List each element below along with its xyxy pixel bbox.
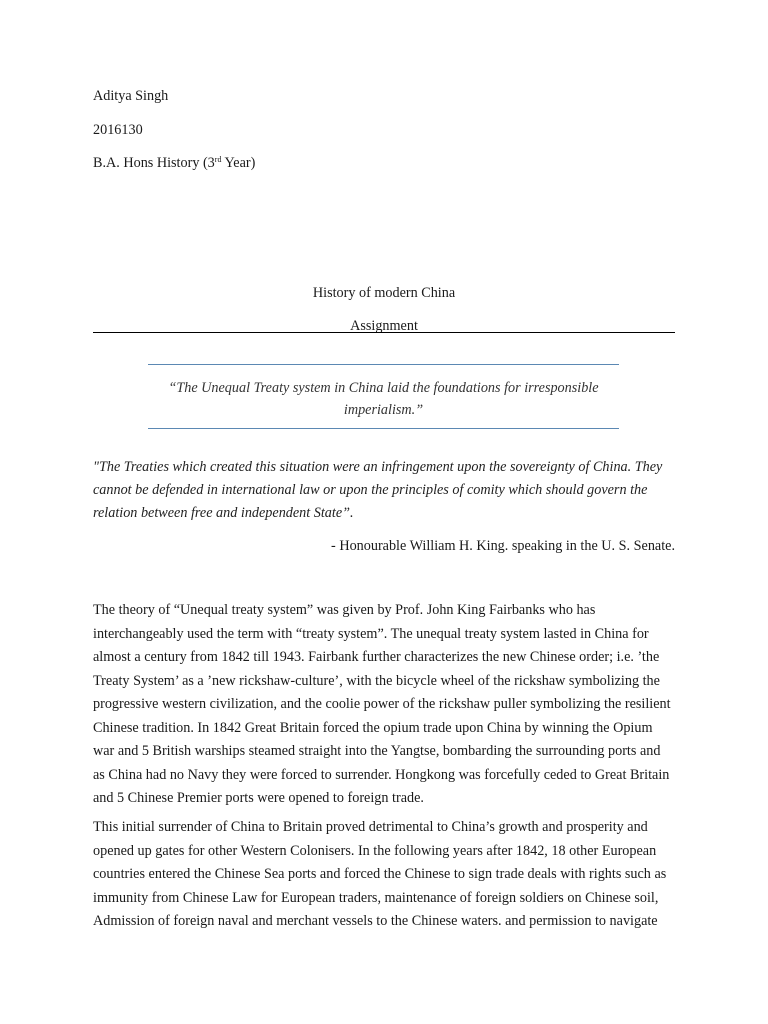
paragraph-line: war and 5 British warships steamed straight into the Yangtse, bombarding the surrounding ports and [93, 743, 661, 759]
paragraph-line: The theory of “Unequal treaty system” was given by Prof. John King Fairbanks who has [93, 602, 596, 618]
epigraph-line: "The Treaties which created this situation were an infringement upon the sovereignty of China. They [93, 459, 663, 475]
pull-quote-line: “The Unequal Treaty system in China laid the foundations for irresponsible [168, 380, 599, 396]
epigraph-quote [93, 456, 693, 525]
paragraph-line: as China had no Navy they were forced to surrender. Hongkong was forcefully ceded to Great Britain [93, 766, 670, 783]
document-subtitle: Assignment [350, 318, 418, 334]
paragraph-line: interchangeably used the term with “treaty system”. The unequal treaty system lasted in China for [93, 625, 649, 642]
paragraph-line: Admission of foreign naval and merchant vessels to the Chinese waters. and permission to navigate [93, 913, 658, 929]
paragraph-line: This initial surrender of China to Britain proved detrimental to China’s growth and prosperity and [93, 819, 648, 835]
author-name: Aditya Singh [93, 88, 169, 104]
course-suffix: Year) [221, 155, 256, 171]
paragraph-line: opened up gates for other Western Colonisers. In the following years after 1842, 18 other European [93, 842, 657, 859]
pull-quote-bottom-rule [148, 428, 619, 429]
paragraph-line: Chinese tradition. In 1842 Great Britain forced the opium trade upon China by winning the Opium [93, 719, 653, 736]
epigraph-line: cannot be defended in international law or upon the principles of comity which should govern the [93, 482, 648, 498]
pull-quote-top-rule [148, 364, 619, 365]
paragraph-line: immunity from Chinese Law for European traders, maintenance of foreign soldiers on Chinese soil, [93, 889, 659, 906]
paragraph-line: Treaty System’ as a ’new rickshaw-culture’, with the bicycle wheel of the rickshaw symbolizing the [93, 672, 660, 689]
course-superscript: rd [214, 155, 222, 164]
course-line [93, 154, 255, 172]
pull-quote [148, 377, 619, 421]
pull-quote-line: imperialism.” [343, 402, 424, 418]
title-divider [93, 332, 675, 333]
paragraph-line: and 5 Chinese Premier ports were opened to foreign trade. [93, 790, 424, 806]
epigraph-line: relation between free and independent State”. [93, 505, 354, 521]
course-prefix: B.A. Hons History (3 [93, 155, 215, 171]
document-title: History of modern China [312, 285, 456, 301]
roll-number: 2016130 [93, 122, 143, 138]
paragraph-line: countries entered the Chinese Sea ports and forced the Chinese to sign trade deals with rights such as [93, 866, 667, 882]
paragraph-line: almost a century from 1842 till 1943. Fairbank further characterizes the new Chinese order; i.e. ’the [93, 649, 660, 665]
body-paragraph-2 [93, 816, 675, 934]
epigraph-attribution: - Honourable William H. King. speaking in the U. S. Senate. [331, 538, 675, 554]
paragraph-line: progressive western civilization, and the coolie power of the rickshaw puller symbolizing the resilient [93, 696, 671, 712]
body-paragraph-1 [93, 599, 675, 811]
